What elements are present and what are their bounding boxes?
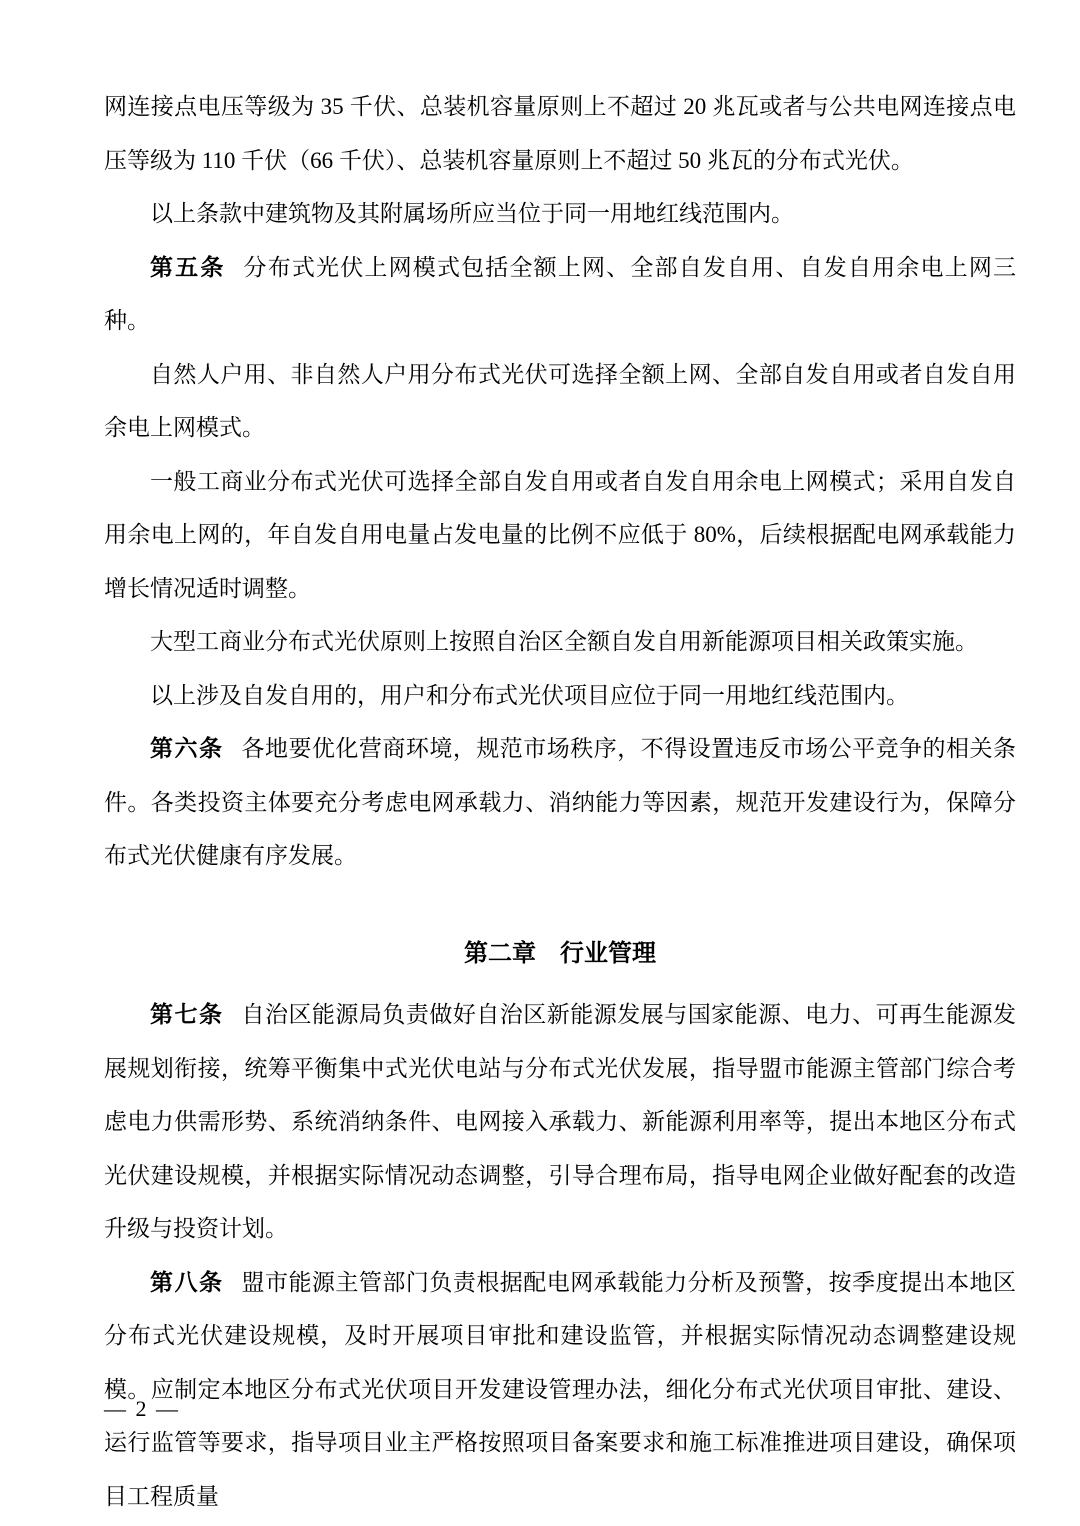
chapter-title: 行业管理 [560, 939, 656, 967]
article-paragraph [104, 988, 1016, 1256]
article-text: 盟市能源主管部门负责根据配电网承载能力分析及预警，按季度提出本地区分布式光伏建设规模，及时开展项目审批和建设监管，并根据实际情况动态调整建设规模。应制定本地区分布式光伏项目开发建设管理办法，细化分布式光伏项目审批、建设、运行监管等要求，指导项目业主严格按照项目备案要求和施工标准推进项目建设，确保项目工程质量 [104, 1269, 1017, 1509]
article-paragraph [104, 1256, 1016, 1524]
article-text: 分布式光伏上网模式包括全额上网、全部自发自用、自发自用余电上网三种。 [104, 254, 1017, 333]
article-paragraph [104, 241, 1016, 348]
chapter-number: 第二章 [464, 939, 536, 967]
article-number: 第八条 [150, 1268, 224, 1295]
paragraph: 一般工商业分布式光伏可选择全部自发自用或者自发自用余电上网模式；采用自发自用余电上网的，年自发自用电量占发电量的比例不应低于 80%，后续根据配电网承载能力增长情况适时调整。 [104, 468, 1016, 601]
article-number: 第六条 [150, 735, 224, 761]
document-body [104, 80, 1016, 1523]
paragraph: 以上条款中建筑物及其附属场所应当位于同一用地红线范围内。 [150, 201, 794, 226]
paragraph: 网连接点电压等级为 35 千伏、总装机容量原则上不超过 20 兆瓦或者与公共电网连接点电压等级为 110 千伏（66 千伏）、总装机容量原则上不超过 50 兆瓦的分布式光伏。 [104, 94, 1016, 173]
paragraph: 大型工商业分布式光伏原则上按照自治区全额自发自用新能源项目相关政策实施。 [150, 629, 978, 654]
article-number: 第七条 [150, 1001, 224, 1027]
page-number: — 2 — [104, 1396, 180, 1421]
article-paragraph [104, 722, 1016, 883]
article-text: 各地要优化营商环境，规范市场秩序，不得设置违反市场公平竞争的相关条件。各类投资主体要充分考虑电网承载力、消纳能力等因素，规范开发建设行为，保障分布式光伏健康有序发展。 [104, 736, 1017, 868]
article-text: 自治区能源局负责做好自治区新能源发展与国家能源、电力、可再生能源发展规划衔接，统筹平衡集中式光伏电站与分布式光伏发展，指导盟市能源主管部门综合考虑电力供需形势、系统消纳条件、电网接入承载力、新能源利用率等，提出本地区分布式光伏建设规模，并根据实际情况动态调整，引导合理布局，指导电网企业做好配套的改造升级与投资计划。 [104, 1002, 1017, 1241]
article-number: 第五条 [150, 253, 226, 280]
paragraph: 以上涉及自发自用的，用户和分布式光伏项目应位于同一用地红线范围内。 [150, 682, 909, 708]
chapter-heading [104, 927, 1016, 981]
paragraph: 自然人户用、非自然人户用分布式光伏可选择全额上网、全部自发自用或者自发自用余电上网模式。 [104, 361, 1016, 440]
